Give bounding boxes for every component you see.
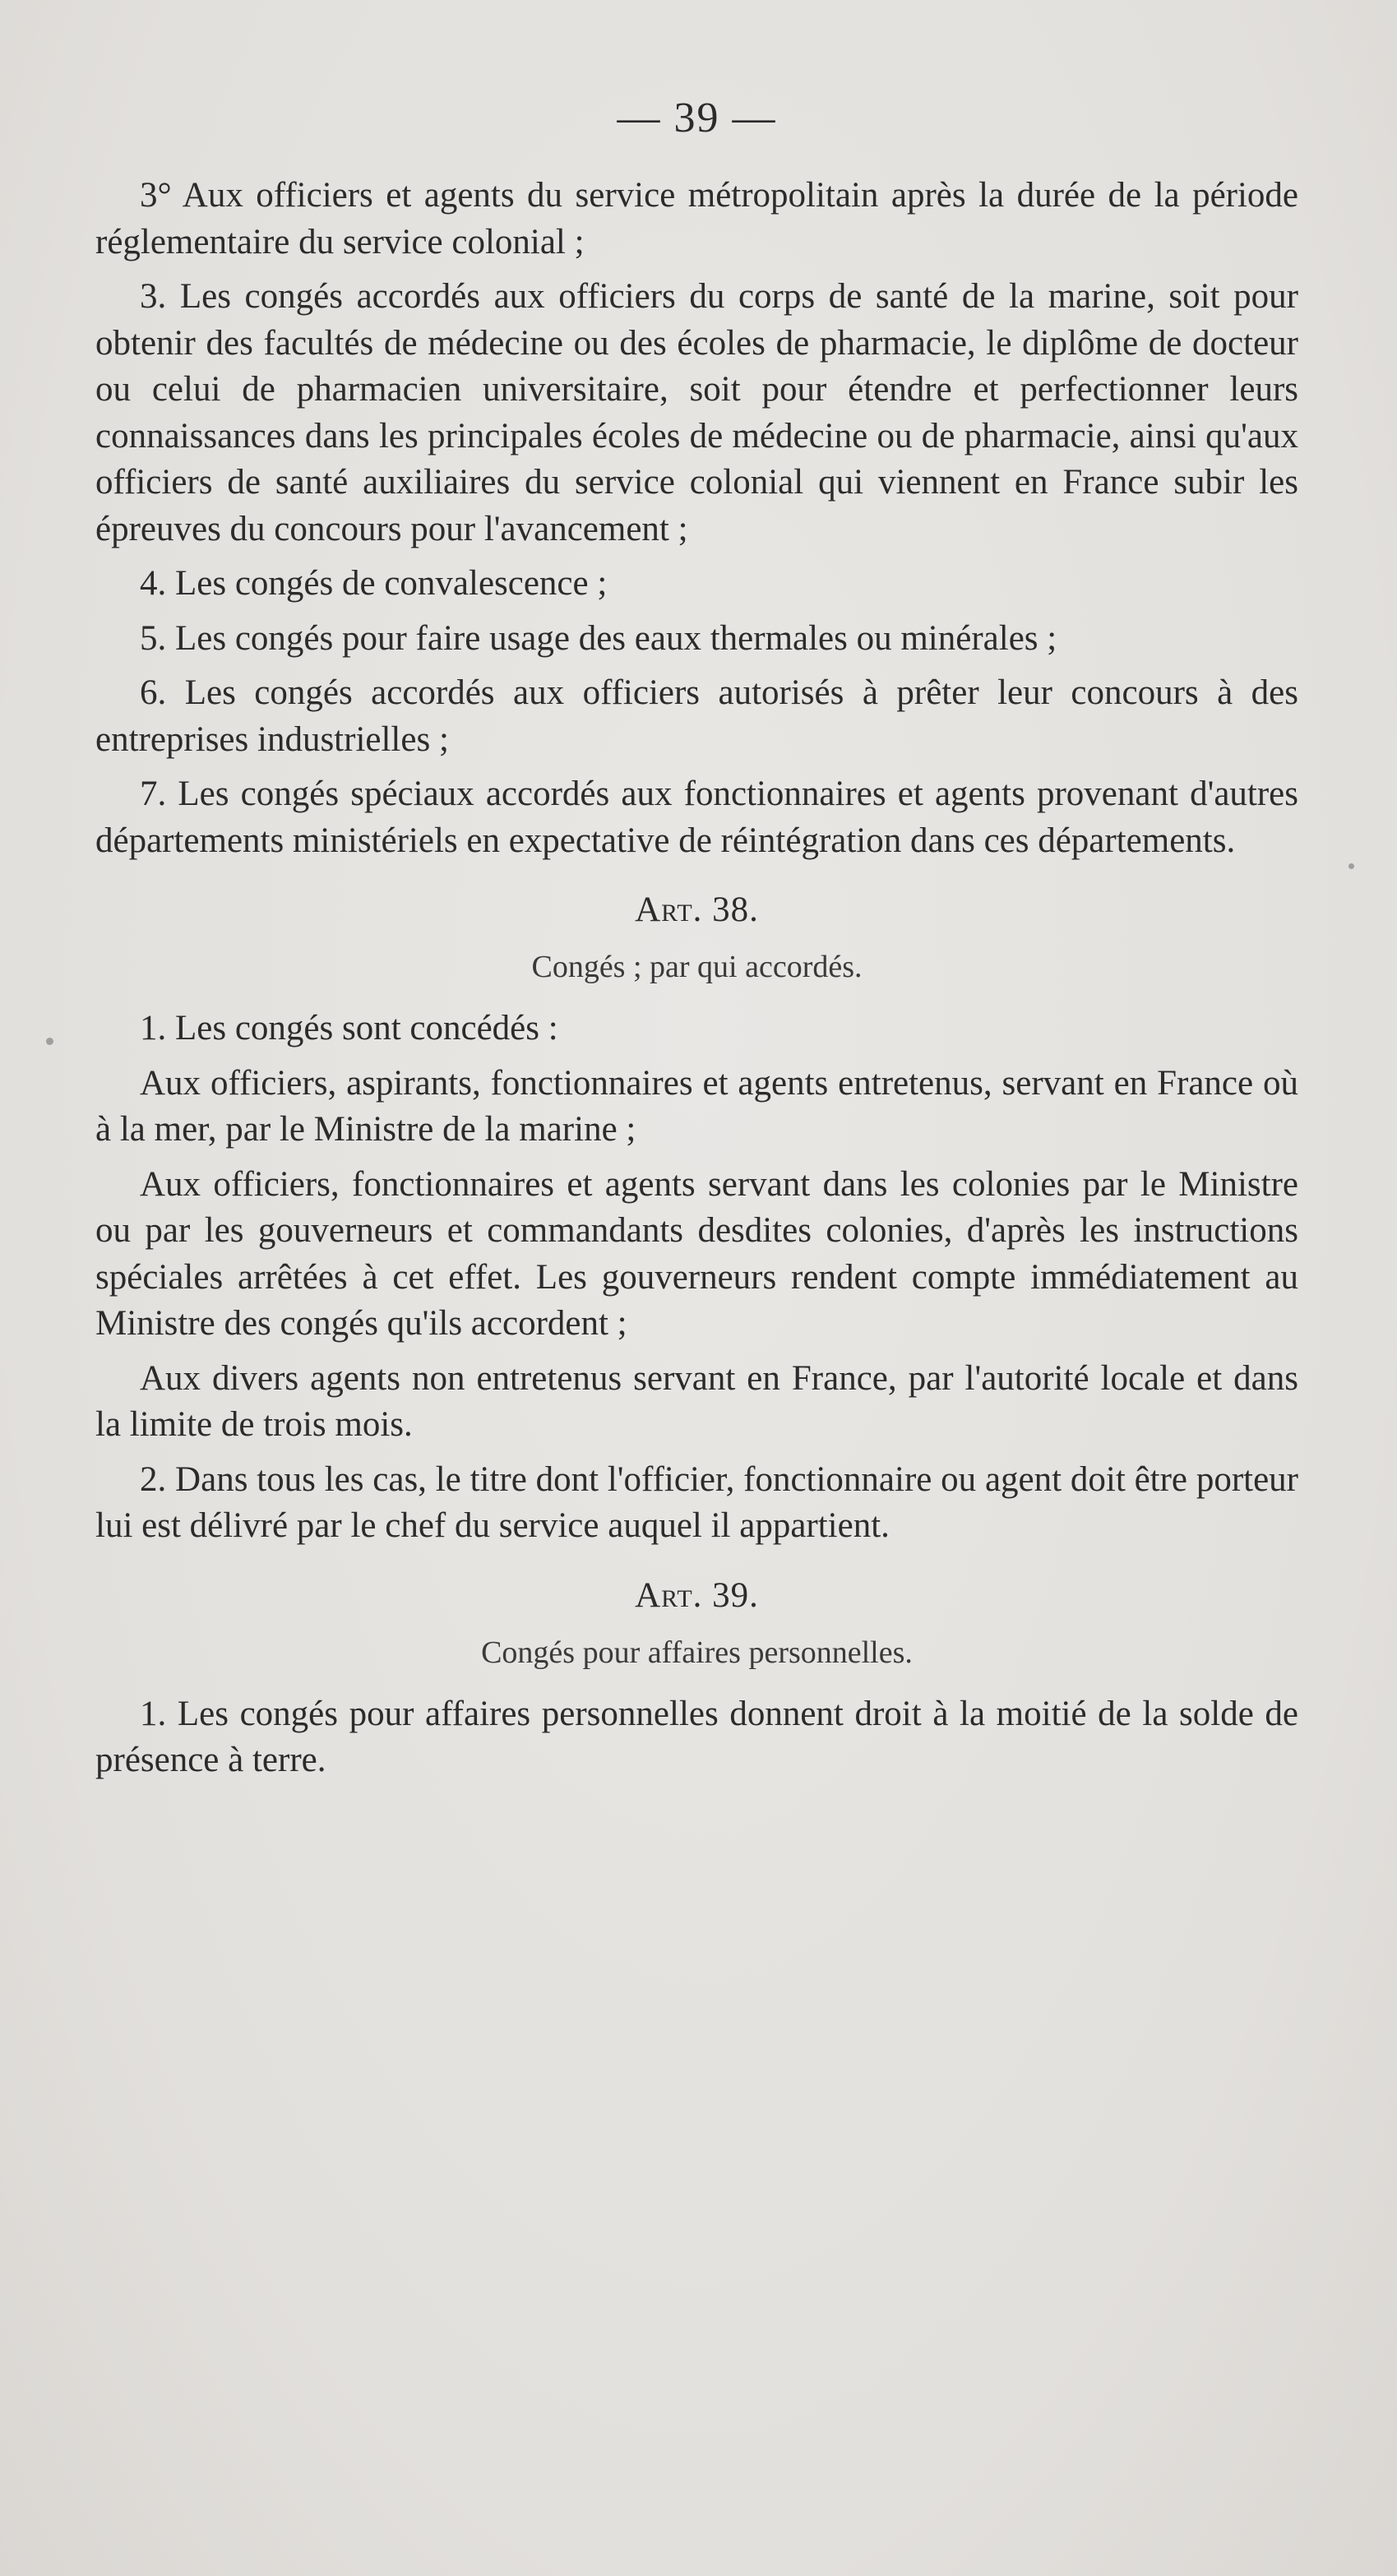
article-38-heading-prefix: Art: [635, 890, 693, 929]
article-39-heading: [95, 1573, 1298, 1619]
margin-speck: [46, 1038, 53, 1045]
list-item-4: 4. Les congés de convalescence ;: [140, 564, 608, 603]
article-38-heading-number: . 38.: [692, 890, 759, 929]
article-38-paragraph-5: 2. Dans tous les cas, le titre dont l'officier, fonctionnaire ou agent doit être porteur lui est délivré par le chef du service auquel il appartient.: [95, 1459, 1298, 1545]
article-39-heading-prefix: Art: [635, 1575, 693, 1615]
margin-speck: [1348, 863, 1354, 869]
article-38-subtitle: Congés ; par qui accordés.: [531, 950, 863, 984]
list-item-3: 3. Les congés accordés aux officiers du corps de santé de la marine, soit pour obtenir des facultés de médecine ou des écoles de pharmacie, le diplôme de docteur ou celui de pharmacien universitaire, soit pour étendre et perfectionner leurs connaissances dans les principales écoles de médecine ou de pharmacie, ainsi qu'aux officiers de santé auxiliaires du service colonial qui viennent en France subir les épreuves du concours pour l'avancement ;: [95, 277, 1298, 548]
list-item-7: 7. Les congés spéciaux accordés aux fonctionnaires et agents provenant d'autres départements ministériels en expectative de réintégration dans ces départements.: [95, 775, 1298, 860]
article-38-heading: [95, 887, 1298, 933]
article-39-paragraph-1: 1. Les congés pour affaires personnelles donnent droit à la moitié de la solde de présence à terre.: [95, 1694, 1298, 1779]
list-item-5: 5. Les congés pour faire usage des eaux thermales ou minérales ;: [140, 618, 1057, 658]
list-item-6: 6. Les congés accordés aux officiers autorisés à prêter leur concours à des entreprises industrielles ;: [95, 673, 1298, 759]
list-item-3-degree: 3° Aux officiers et agents du service métropolitain après la durée de la période réglementaire du service colonial ;: [95, 176, 1298, 261]
page-number: — 39 —: [617, 95, 777, 141]
article-38-paragraph-4: Aux divers agents non entretenus servant en France, par l'autorité locale et dans la limite de trois mois.: [95, 1358, 1298, 1444]
article-39-subtitle: Congés pour affaires personnelles.: [481, 1635, 913, 1670]
article-38-paragraph-2: Aux officiers, aspirants, fonctionnaires et agents entretenus, servant en France où à la mer, par le Ministre de la marine ;: [95, 1063, 1298, 1149]
article-38-paragraph-3: Aux officiers, fonctionnaires et agents servant dans les colonies par le Ministre ou par les gouverneurs et commandants desdites colonies, d'après les instructions spéciales arrêtées à cet effet. Les gouverneurs rendent compte immédiatement au Ministre des congés qu'ils accordent ;: [95, 1164, 1298, 1343]
article-39-heading-number: . 39.: [692, 1575, 759, 1615]
article-38-paragraph-1: 1. Les congés sont concédés :: [140, 1009, 558, 1048]
